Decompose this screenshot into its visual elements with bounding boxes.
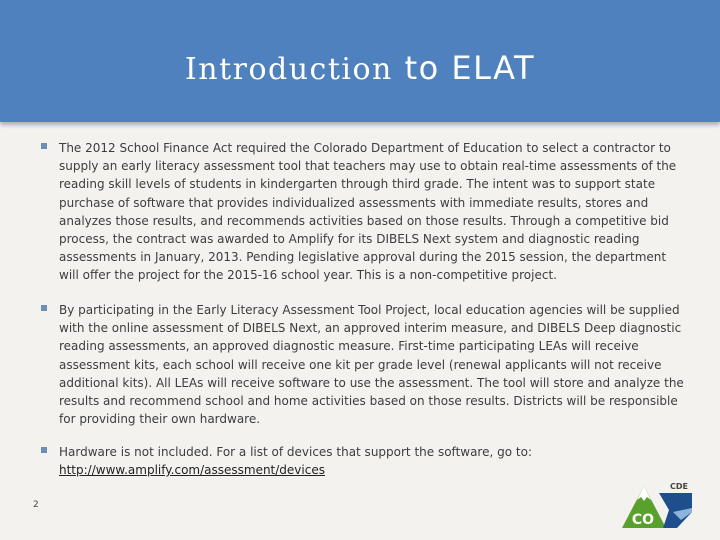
title-bar — [0, 0, 720, 122]
bullet-text: By participating in the Early Literacy Assessment Tool Project, local education agencies will be supplied with the online assessment of DIBELS Next, an approved interim measure, and DIBELS Deep diagnostic reading assessments, an approved diagnostic measure. First-time participating LEAs will receive assessment kits, each school will receive one kit per grade level (renewal applicants will not receive additional kits). All LEAs will receive software to use the assessment. The tool will store and analyze the results and recommend school and home activities based on those results. Districts will be responsible for providing their own hardware. — [59, 303, 684, 427]
square-bullet-icon — [41, 143, 47, 149]
slide-title-part2: to ELAT — [404, 49, 536, 87]
slide-title-part1: Introduction — [184, 52, 393, 87]
square-bullet-icon — [41, 305, 47, 311]
bullet-item — [41, 139, 686, 285]
logo-cde-text: CDE — [670, 482, 688, 491]
square-bullet-icon — [41, 447, 47, 453]
cde-logo-icon — [619, 480, 695, 530]
logo-co-text: CO — [631, 512, 655, 528]
bullet-text: Hardware is not included. For a list of devices that support the software, go to: — [59, 445, 532, 459]
bullet-text: The 2012 School Finance Act required the Colorado Department of Education to select a contractor to supply an early literacy assessment tool that teachers may use to obtain real-time assessments of the reading skill levels of students in kindergarten through third grade. The intent was to support state purchase of software that provides individualized assessments with immediate results, stores and analyzes those results, and recommends activities based on those results. Through a competitive bid process, the contract was awarded to Amplify for its DIBELS Next system and diagnostic reading assessments in January, 2013. Pending legislative approval during the 2015 session, the department will offer the project for the 2015-16 school year. This is a non-competitive project. — [59, 141, 677, 283]
page-number: 2 — [33, 500, 39, 510]
slide-title — [0, 48, 720, 90]
bullet-item — [41, 443, 686, 479]
bullet-content — [59, 443, 686, 479]
bullet-item — [41, 301, 686, 428]
devices-link[interactable]: http://www.amplify.com/assessment/devices — [59, 463, 325, 478]
